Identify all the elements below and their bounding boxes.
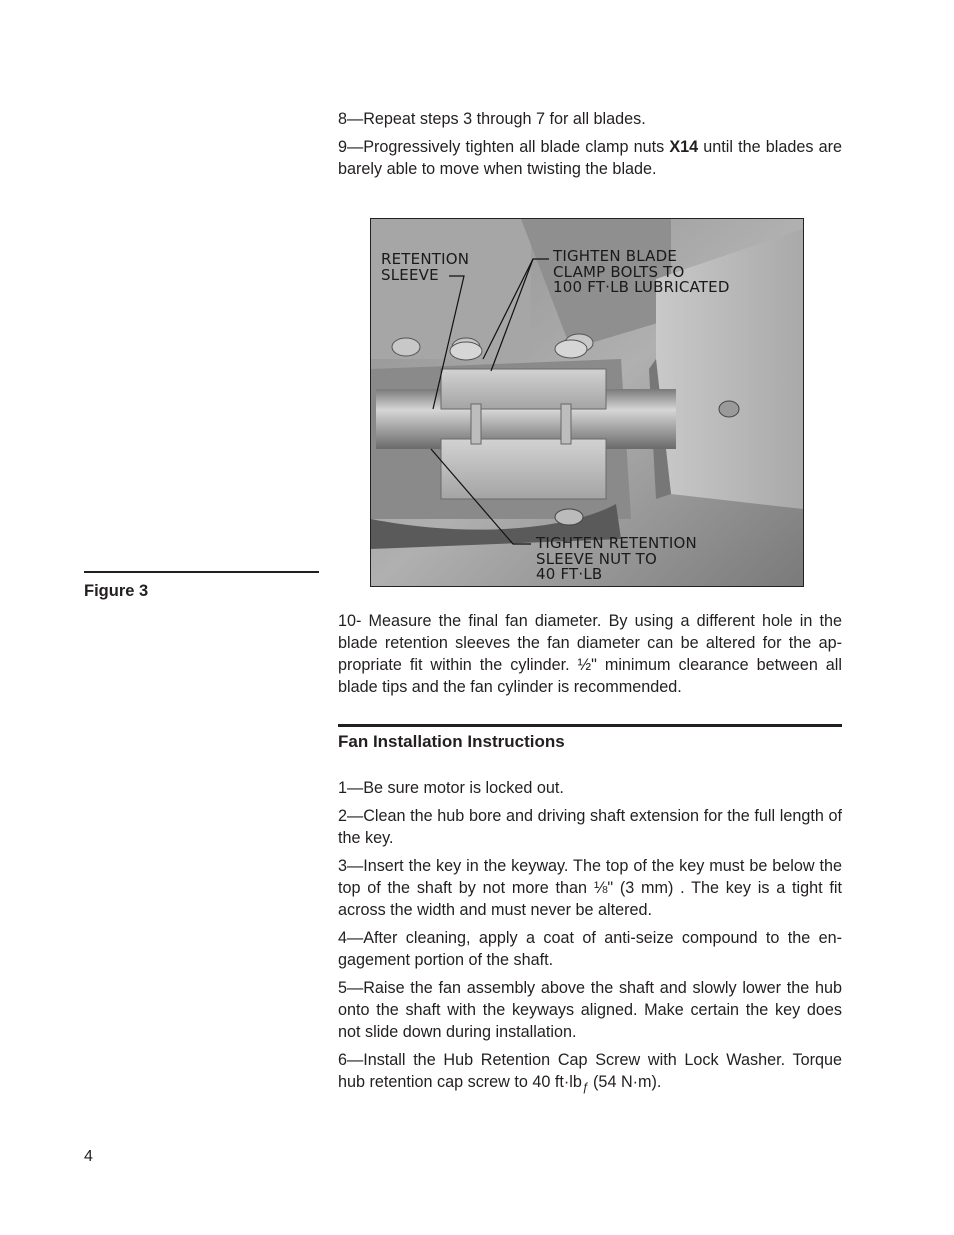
section-rule: [338, 724, 842, 727]
install-step-1: 1—Be sure motor is locked out.: [338, 779, 564, 797]
step-9: 9—Progressively tighten all blade clamp nuts X14 until the blades are barely able to move when twisting the blade.: [338, 138, 842, 178]
step-8: 8—Repeat steps 3 through 7 for all blades.: [338, 110, 646, 128]
step-10: 10- Measure the final fan diameter. By using a different hole in the blade retention sleeves the fan diameter can be altered for the ap-propriate fit within the cylinder. ½" minimum clearance between all blade tips and the fan cylinder is recommended.: [338, 612, 842, 696]
install-step-2: 2—Clean the hub bore and driving shaft extension for the full length of the key.: [338, 807, 842, 847]
section-title: Fan Installation Instructions: [338, 732, 565, 751]
step-10-block: [338, 610, 842, 704]
callout-retention-sleeve: RETENTION SLEEVE: [381, 250, 470, 284]
install-step-5: 5—Raise the fan assembly above the shaft and slowly lower the hub onto the shaft with the keyways aligned. Make certain the key does not slide down during installation.: [338, 979, 842, 1041]
page-number: 4: [84, 1148, 93, 1165]
figure-caption: Figure 3: [84, 582, 149, 600]
callout-sleeve-nut: TIGHTEN RETENTION SLEEVE NUT TO 40 FT·LB: [536, 534, 697, 583]
figure-3-photo: [370, 218, 804, 587]
install-step-6: 6—Install the Hub Retention Cap Screw with Lock Washer. Torque hub retention cap screw to 40 $ft\cdot lb_ƒ$ (54 N·m).: [338, 1051, 842, 1095]
install-step-4: 4—After cleaning, apply a coat of anti-seize compound to the en-gagement portion of the shaft.: [338, 929, 842, 969]
figure-caption-rule: [84, 571, 319, 573]
part-code: X14: [669, 138, 699, 156]
callout-clamp-bolts: TIGHTEN BLADE CLAMP BOLTS TO 100 FT·LB LUBRICATED: [553, 247, 730, 296]
top-steps: [338, 108, 842, 186]
install-step-3: 3—Insert the key in the keyway. The top of the key must be below the top of the shaft by not more than ⅛" (3 mm) . The key is a tight fit across the width and must never be altered.: [338, 857, 842, 919]
installation-steps: [338, 777, 842, 1104]
